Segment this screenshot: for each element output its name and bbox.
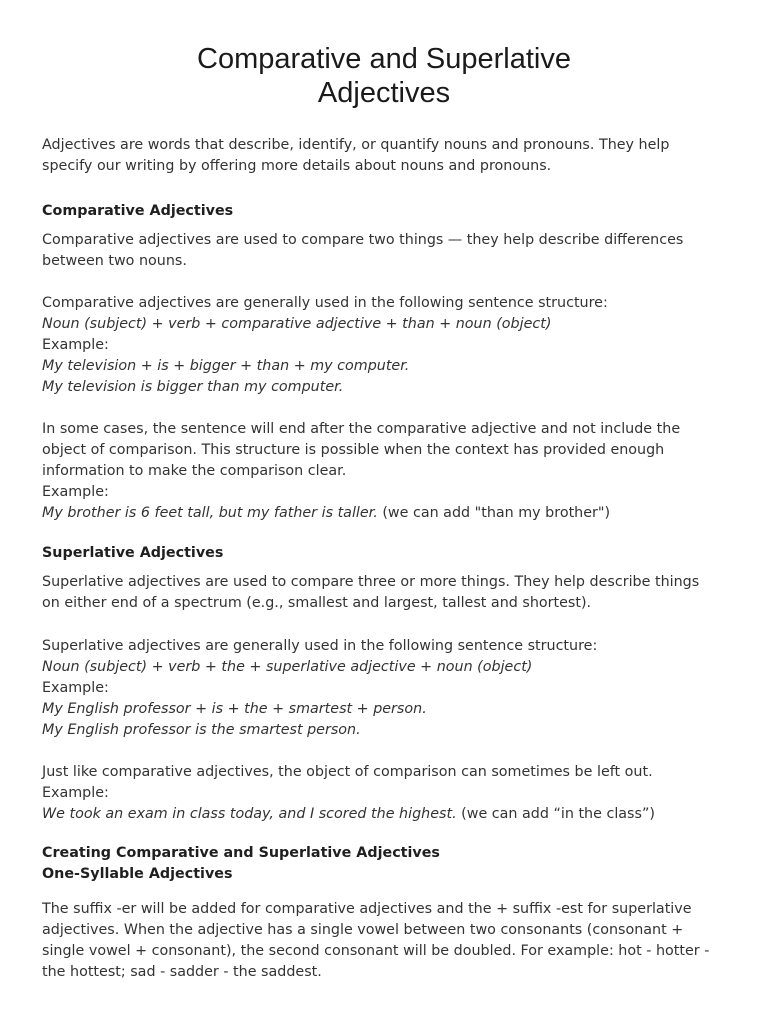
text-line: specify our writing by offering more details about nouns and pronouns.	[42, 158, 552, 174]
example-line	[42, 804, 732, 825]
example-label: Example:	[42, 680, 109, 696]
one-syllable-paragraph	[42, 899, 732, 983]
heading-text: Superlative Adjectives	[42, 545, 224, 561]
text-line: between two nouns.	[42, 253, 187, 269]
comparative-omission-block	[42, 419, 732, 524]
example-label: Example:	[42, 337, 109, 353]
heading-text: Comparative Adjectives	[42, 203, 234, 219]
example-label: Example:	[42, 785, 109, 801]
text-line: The suffix -er will be added for comparative adjectives and the + suffix -est for superlative	[42, 901, 692, 917]
comparative-heading	[42, 201, 732, 222]
page-title	[0, 42, 768, 110]
creating-heading	[42, 843, 732, 885]
text-line: Just like comparative adjectives, the object of comparison can sometimes be left out.	[42, 764, 653, 780]
heading-text: Creating Comparative and Superlative Adjectives	[42, 845, 440, 861]
comparative-description	[42, 230, 732, 272]
text-line: In some cases, the sentence will end after the comparative adjective and not include the	[42, 421, 681, 437]
comparative-structure-block	[42, 293, 732, 398]
text-line: the hottest; sad - sadder - the saddest.	[42, 964, 322, 980]
example-label: Example:	[42, 484, 109, 500]
example-note: (we can add “in the class”)	[456, 806, 655, 822]
text-line: Comparative adjectives are generally used in the following sentence structure:	[42, 295, 608, 311]
text-line: information to make the comparison clear.	[42, 463, 347, 479]
text-line: Superlative adjectives are generally used in the following sentence structure:	[42, 638, 598, 654]
text-line: adjectives. When the adjective has a single vowel between two consonants (consonant +	[42, 922, 684, 938]
example-line	[42, 503, 732, 524]
text-line: on either end of a spectrum (e.g., smallest and largest, tallest and shortest).	[42, 595, 592, 611]
structure-formula: Noun (subject) + verb + comparative adjective + than + noun (object)	[42, 316, 552, 332]
text-line: Adjectives are words that describe, identify, or quantify nouns and pronouns. They help	[42, 137, 670, 153]
superlative-description	[42, 572, 732, 614]
example-sentence: My English professor is the smartest person.	[42, 722, 361, 738]
example-parts: My television + is + bigger + than + my computer.	[42, 358, 410, 374]
intro-paragraph	[42, 135, 732, 177]
superlative-structure-block	[42, 636, 732, 741]
subheading-text: One-Syllable Adjectives	[42, 866, 233, 882]
text-line: Superlative adjectives are used to compare three or more things. They help describe things	[42, 574, 700, 590]
text-line: single vowel + consonant), the second consonant will be doubled. For example: hot - hotter -	[42, 943, 710, 959]
text-line: Comparative adjectives are used to compare two things — they help describe differences	[42, 232, 684, 248]
structure-formula: Noun (subject) + verb + the + superlative adjective + noun (object)	[42, 659, 533, 675]
example-sentence: We took an exam in class today, and I scored the highest.	[42, 806, 457, 822]
example-parts: My English professor + is + the + smartest + person.	[42, 701, 427, 717]
title-line: Comparative and Superlative	[197, 43, 571, 75]
example-note: (we can add "than my brother")	[377, 505, 611, 521]
example-sentence: My brother is 6 feet tall, but my father is taller.	[42, 505, 378, 521]
title-line: Adjectives	[317, 77, 451, 109]
superlative-heading	[42, 543, 732, 564]
text-line: object of comparison. This structure is possible when the context has provided enough	[42, 442, 665, 458]
superlative-omission-block	[42, 762, 732, 825]
example-sentence: My television is bigger than my computer.	[42, 379, 344, 395]
